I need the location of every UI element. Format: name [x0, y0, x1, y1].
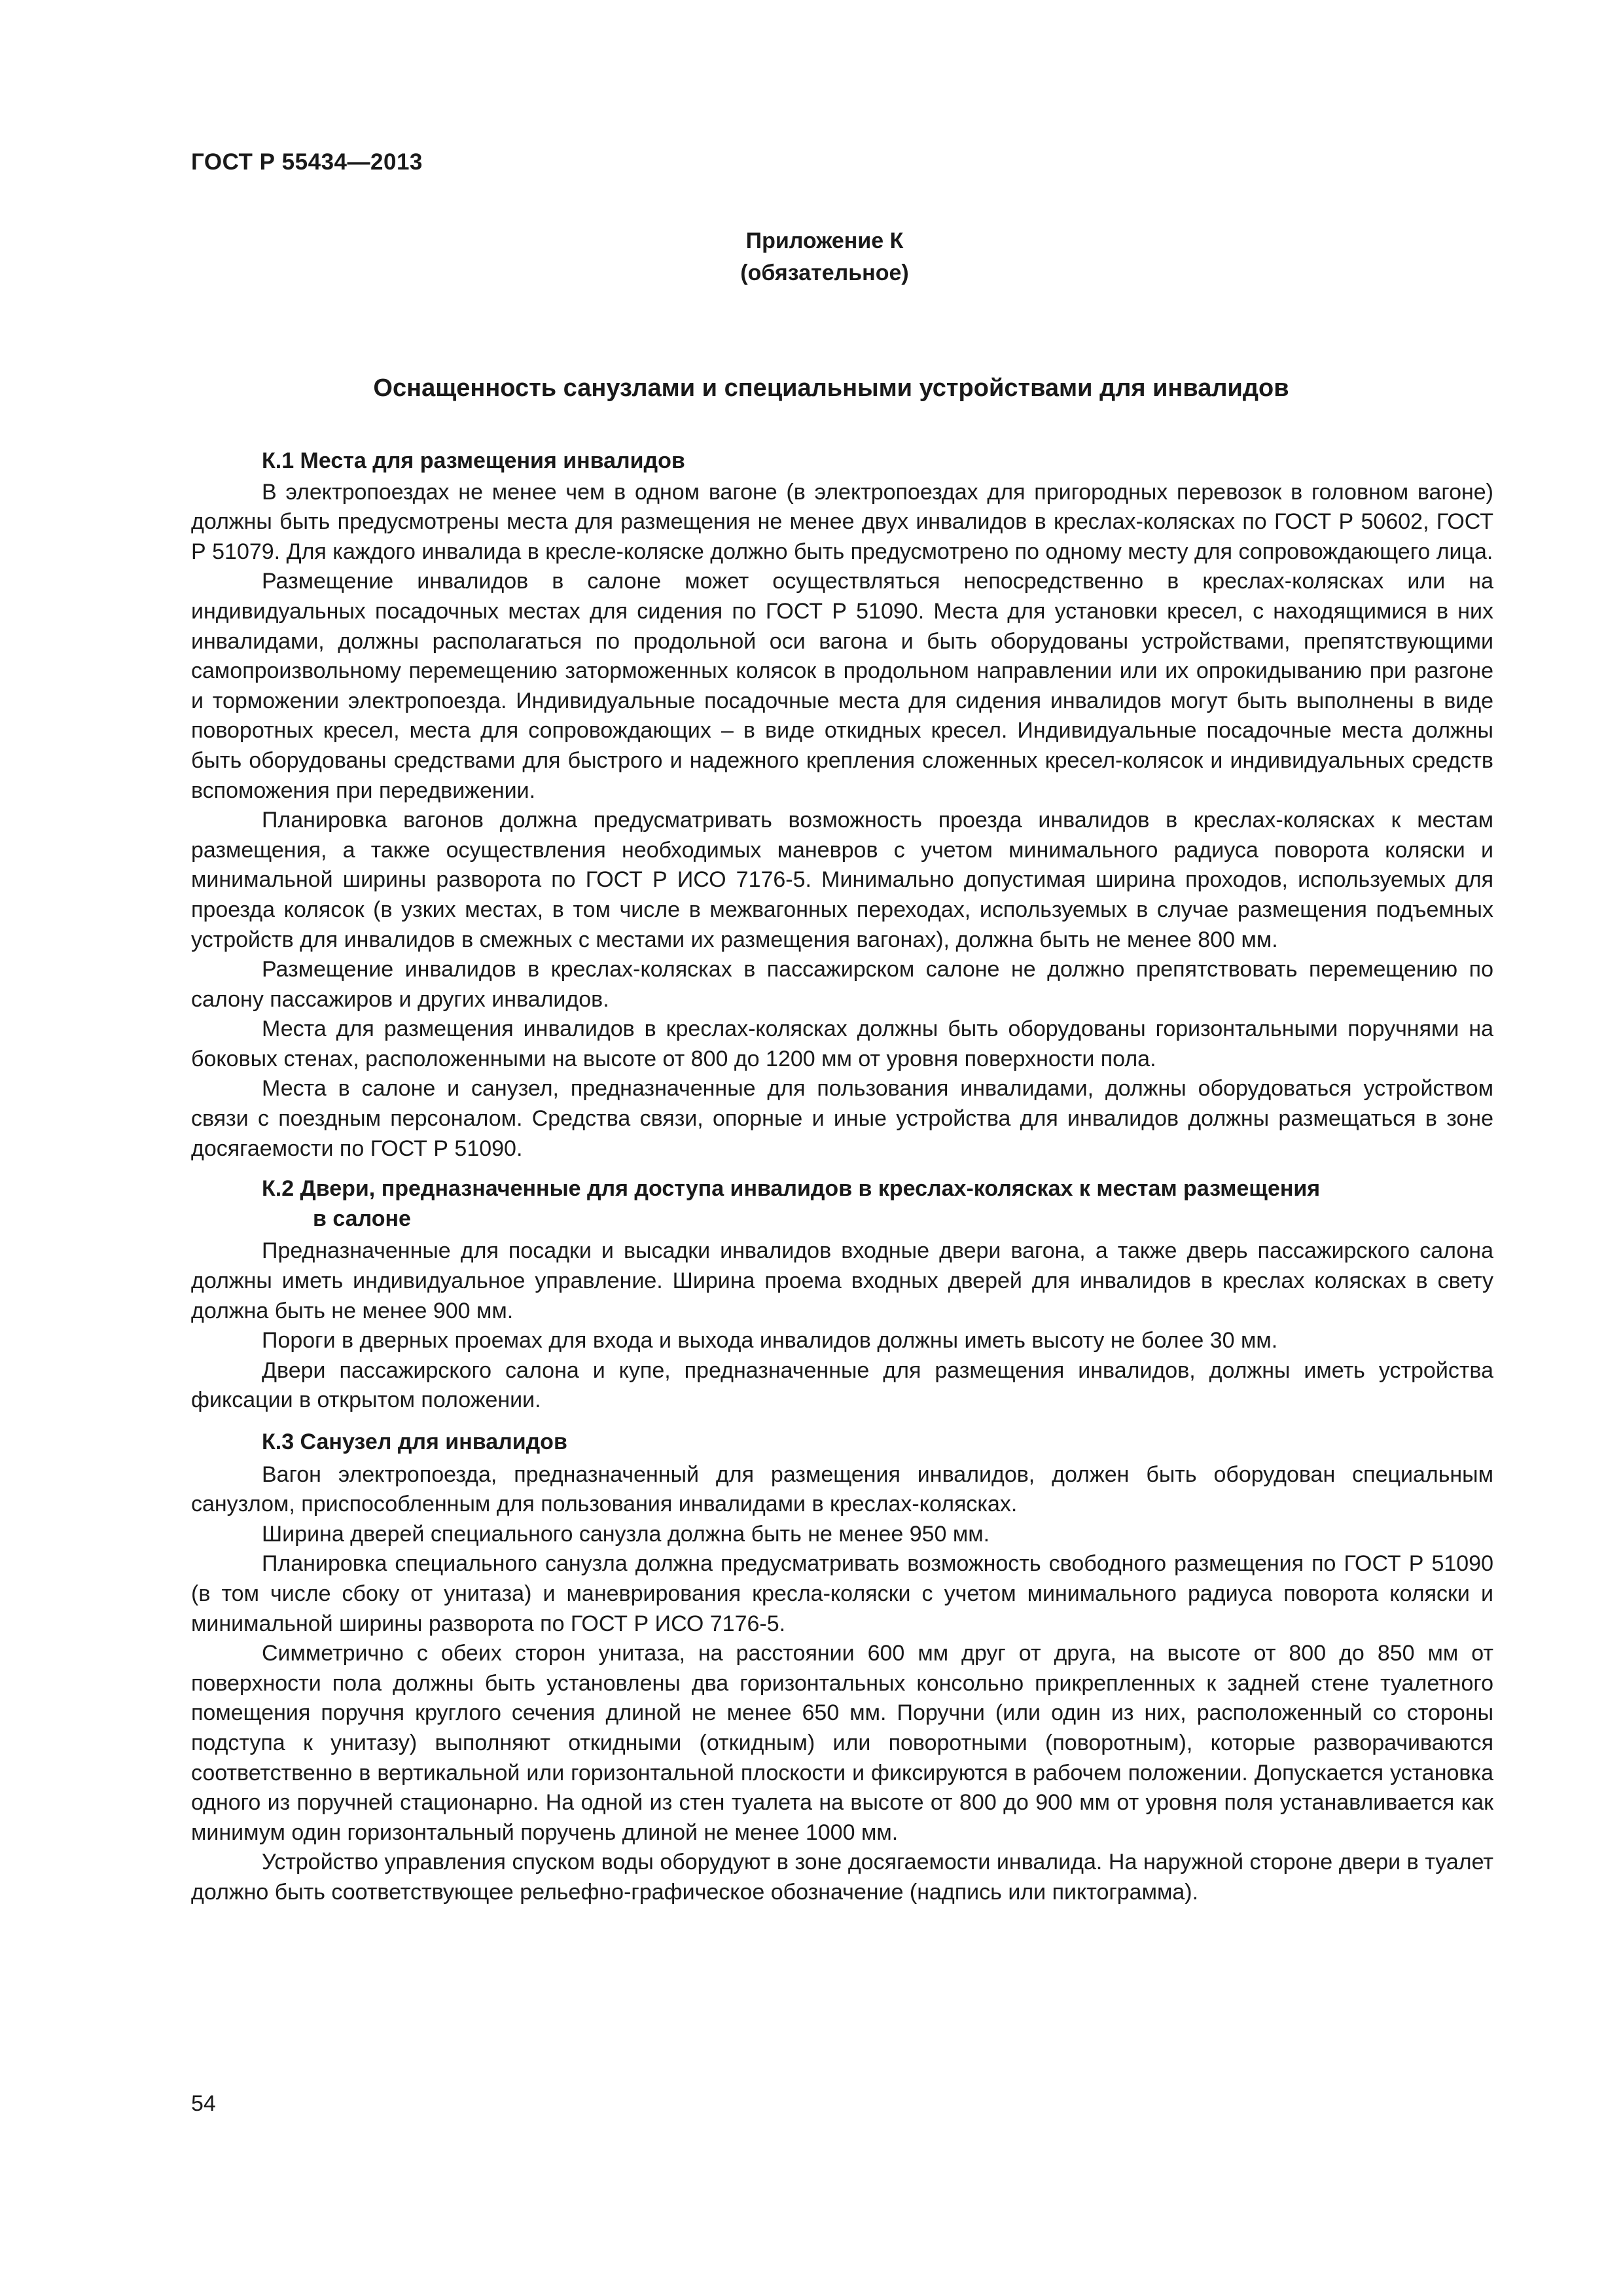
paragraph: Размещение инвалидов в салоне может осуществляться непосредственно в креслах-колясках или на индивидуальных посадочных местах для сидения по ГОСТ Р 51090. Места для установки кресел, с находящимися в них инвалидами, должны располагаться по продольной оси вагона и быть оборудованы устройствами, препятствующими самопроизвольному перемещению заторможенных колясок в продольном направлении или их опрокидыванию при разгоне и торможении электропоезда. Индивидуальные посадочные места для сидения инвалидов могут быть выполнены в виде поворотных кресел, места для сопровождающих – в виде откидных кресел. Индивидуальные посадочные места должны быть оборудованы средствами для быстрого и надежного крепления сложенных кресел-колясок и индивидуальных средств вспоможения при передвижении. [191, 569, 1493, 803]
paragraph: Места в салоне и санузел, предназначенные для пользования инвалидами, должны оборудоваться устройством связи с поездным персоналом. Средства связи, опорные и иные устройства для инвалидов должны размещаться в зоне досягаемости по ГОСТ Р 51090. [191, 1076, 1493, 1161]
section-heading-k2-line1: К.2 Двери, предназначенные для доступа инвалидов в креслах-колясках к местам размещения [262, 1176, 1321, 1202]
page-number: 54 [191, 2091, 216, 2116]
paragraph: Планировка специального санузла должна предусматривать возможность свободного размещения по ГОСТ Р 51090 (в том числе сбоку от унитаза) и маневрирования кресла-коляски с учетом минимального радиуса поворота коляски и минимальной ширины разворота по ГОСТ Р ИСО 7176-5. [191, 1551, 1493, 1636]
paragraph: Вагон электропоезда, предназначенный для размещения инвалидов, должен быть оборудован специальным санузлом, приспособленным для пользования инвалидами в креслах-колясках. [191, 1462, 1493, 1517]
section-heading-k2-line2: в салоне [313, 1206, 411, 1231]
appendix-status: (обязательное) [740, 260, 909, 285]
body-text [191, 446, 1493, 1908]
section-heading-k1: К.1 Места для размещения инвалидов [262, 448, 685, 473]
paragraph: Устройство управления спуском воды оборудуют в зоне досягаемости инвалида. На наружной стороне двери в туалет должно быть соответствующее рельефно-графическое обозначение (надпись или пиктограмма). [191, 1850, 1493, 1905]
appendix-block [0, 225, 1623, 289]
paragraph: Планировка вагонов должна предусматривать возможность проезда инвалидов в креслах-колясках к местам размещения, а также осуществления необходимых маневров с учетом минимального радиуса поворота коляски и минимальной ширины разворота по ГОСТ Р ИСО 7176-5. Минимально допустимая ширина проходов, используемых для проезда колясок (в узких местах, в том числе в межвагонных переходах, используемых в случае размещения подъемных устройств для инвалидов в смежных с местами их размещения вагонах), должна быть не менее 800 мм. [191, 808, 1493, 952]
section-heading-k3: К.3 Санузел для инвалидов [262, 1429, 567, 1454]
paragraph: В электропоездах не менее чем в одном вагоне (в электропоездах для пригородных перевозок в головном вагоне) должны быть предусмотрены места для размещения не менее двух инвалидов в креслах-колясках по ГОСТ Р 50602, ГОСТ Р 51079. Для каждого инвалида в кресле-коляске должно быть предусмотрено по одному месту для сопровождающего лица. [191, 479, 1493, 564]
appendix-label: Приложение К [745, 228, 904, 253]
paragraph: Размещение инвалидов в креслах-колясках в пассажирском салоне не должно препятствовать перемещению по салону пассажиров и других инвалидов. [191, 957, 1493, 1012]
paragraph: Ширина дверей специального санузла должна быть не менее 950 мм. [262, 1521, 990, 1547]
section-heading-k2 [191, 1174, 1493, 1234]
paragraph: Пороги в дверных проемах для входа и выхода инвалидов должны иметь высоту не более 30 мм. [262, 1328, 1278, 1354]
paragraph: Места для размещения инвалидов в креслах-колясках должны быть оборудованы горизонтальными поручнями на боковых стенах, расположенными на высоте от 800 до 1200 мм от уровня поверхности пола. [191, 1016, 1493, 1071]
paragraph: Симметрично с обеих сторон унитаза, на расстоянии 600 мм друг от друга, на высоте от 800 до 850 мм от поверхности пола должны быть установлены два горизонтальных консольно прикрепленных к задней стене туалетного помещения поручня круглого сечения длиной не менее 650 мм. Поручни (или один из них, расположенный со стороны подступа к унитазу) выполняют откидными (откидным) или поворотными (поворотным), которые разворачиваются соответственно в вертикальной или горизонтальной плоскости и фиксируются в рабочем положении. Допускается установка одного из поручней стационарно. На одной из стен туалета на высоте от 800 до 900 мм от уровня поля устанавливается как минимум один горизонтальный поручень длиной не менее 1000 мм. [191, 1641, 1493, 1845]
appendix-title: Оснащенность санузлами и специальными устройствами для инвалидов [373, 374, 1289, 402]
paragraph: Предназначенные для посадки и высадки инвалидов входные двери вагона, а также дверь пассажирского салона должны иметь индивидуальное управление. Ширина проема входных дверей для инвалидов в креслах колясках в свету должна быть не менее 900 мм. [191, 1238, 1493, 1323]
paragraph: Двери пассажирского салона и купе, предназначенные для размещения инвалидов, должны иметь устройства фиксации в открытом положении. [191, 1357, 1493, 1413]
standard-header: ГОСТ Р 55434—2013 [191, 149, 423, 175]
